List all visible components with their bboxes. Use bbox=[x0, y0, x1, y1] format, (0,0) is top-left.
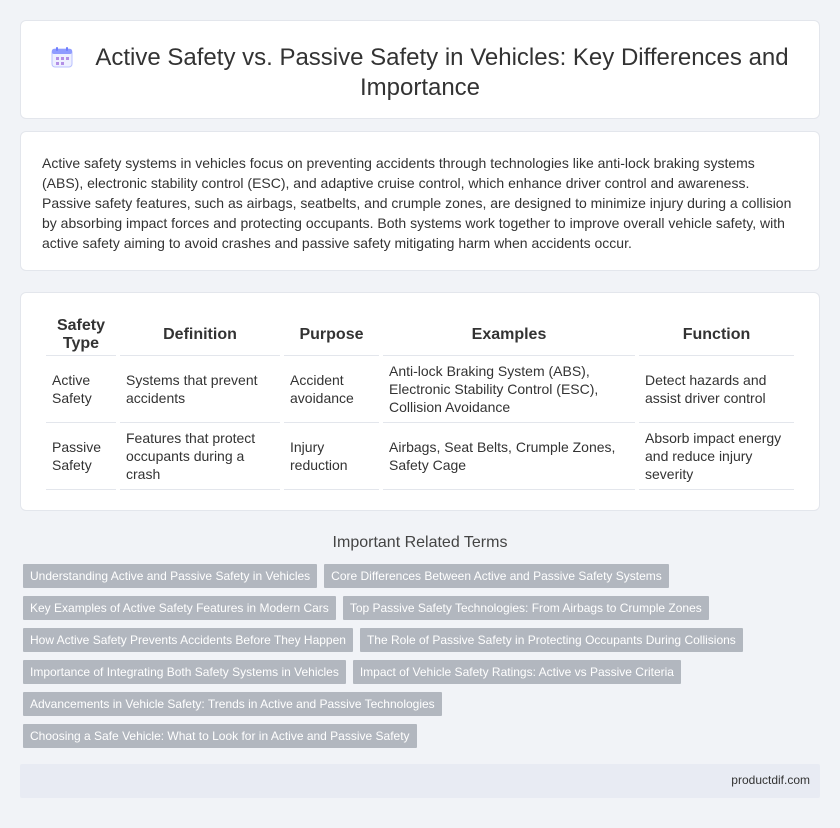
calendar-icon bbox=[51, 46, 73, 68]
footer bbox=[20, 764, 820, 798]
intro-card bbox=[20, 131, 820, 271]
related-term-link[interactable]: Advancements in Vehicle Safety: Trends in Active and Passive Technologies bbox=[23, 692, 442, 716]
cell-safety-type: Passive Safety bbox=[46, 423, 116, 490]
related-term-link[interactable]: How Active Safety Prevents Accidents Before They Happen bbox=[23, 628, 353, 652]
related-terms-list bbox=[23, 564, 813, 756]
page-title bbox=[51, 43, 789, 103]
comparison-table-card bbox=[20, 292, 820, 511]
cell-definition: Systems that prevent accidents bbox=[120, 356, 280, 423]
page-title-text: Active Safety vs. Passive Safety in Vehicles: Key Differences and Importance bbox=[95, 44, 789, 101]
header-purpose: Purpose bbox=[284, 315, 379, 356]
related-term-link[interactable]: Understanding Active and Passive Safety in Vehicles bbox=[23, 564, 317, 588]
table-row bbox=[46, 423, 794, 490]
header-function: Function bbox=[639, 315, 794, 356]
header-definition: Definition bbox=[120, 315, 280, 356]
related-term-link[interactable]: Core Differences Between Active and Passive Safety Systems bbox=[324, 564, 669, 588]
related-term-link[interactable]: Key Examples of Active Safety Features in Modern Cars bbox=[23, 596, 336, 620]
table-row bbox=[46, 356, 794, 423]
intro-paragraph: Active safety systems in vehicles focus on preventing accidents through technologies like anti-lock braking systems (ABS), electronic stability control (ESC), and adaptive cruise control, which enhance driver control and awareness. Passive safety features, such as airbags, seatbelts, and crumple zones, are designed to minimize injury during a collision by absorbing impact forces and protecting occupants. Both systems work together to improve overall vehicle safety, with active safety aiming to avoid crashes and passive safety mitigating harm when accidents occur. bbox=[42, 155, 792, 251]
cell-purpose: Accident avoidance bbox=[284, 356, 379, 423]
comparison-table bbox=[42, 315, 798, 490]
related-terms-heading: Important Related Terms bbox=[332, 534, 508, 551]
cell-definition: Features that protect occupants during a crash bbox=[120, 423, 280, 490]
related-term-link[interactable]: Choosing a Safe Vehicle: What to Look for in Active and Passive Safety bbox=[23, 724, 417, 748]
related-term-link[interactable]: Importance of Integrating Both Safety Systems in Vehicles bbox=[23, 660, 346, 684]
header-safety-type: Safety Type bbox=[46, 315, 116, 356]
title-card bbox=[20, 20, 820, 119]
related-term-link[interactable]: The Role of Passive Safety in Protecting Occupants During Collisions bbox=[360, 628, 743, 652]
header-examples: Examples bbox=[383, 315, 635, 356]
footer-site-name[interactable]: productdif.com bbox=[731, 773, 810, 787]
table-header-row bbox=[46, 315, 794, 356]
related-term-link[interactable]: Impact of Vehicle Safety Ratings: Active vs Passive Criteria bbox=[353, 660, 681, 684]
cell-examples: Anti-lock Braking System (ABS), Electronic Stability Control (ESC), Collision Avoidance bbox=[383, 356, 635, 423]
cell-purpose: Injury reduction bbox=[284, 423, 379, 490]
cell-examples: Airbags, Seat Belts, Crumple Zones, Safety Cage bbox=[383, 423, 635, 490]
cell-safety-type: Active Safety bbox=[46, 356, 116, 423]
cell-function: Detect hazards and assist driver control bbox=[639, 356, 794, 423]
cell-function: Absorb impact energy and reduce injury severity bbox=[639, 423, 794, 490]
related-term-link[interactable]: Top Passive Safety Technologies: From Airbags to Crumple Zones bbox=[343, 596, 709, 620]
